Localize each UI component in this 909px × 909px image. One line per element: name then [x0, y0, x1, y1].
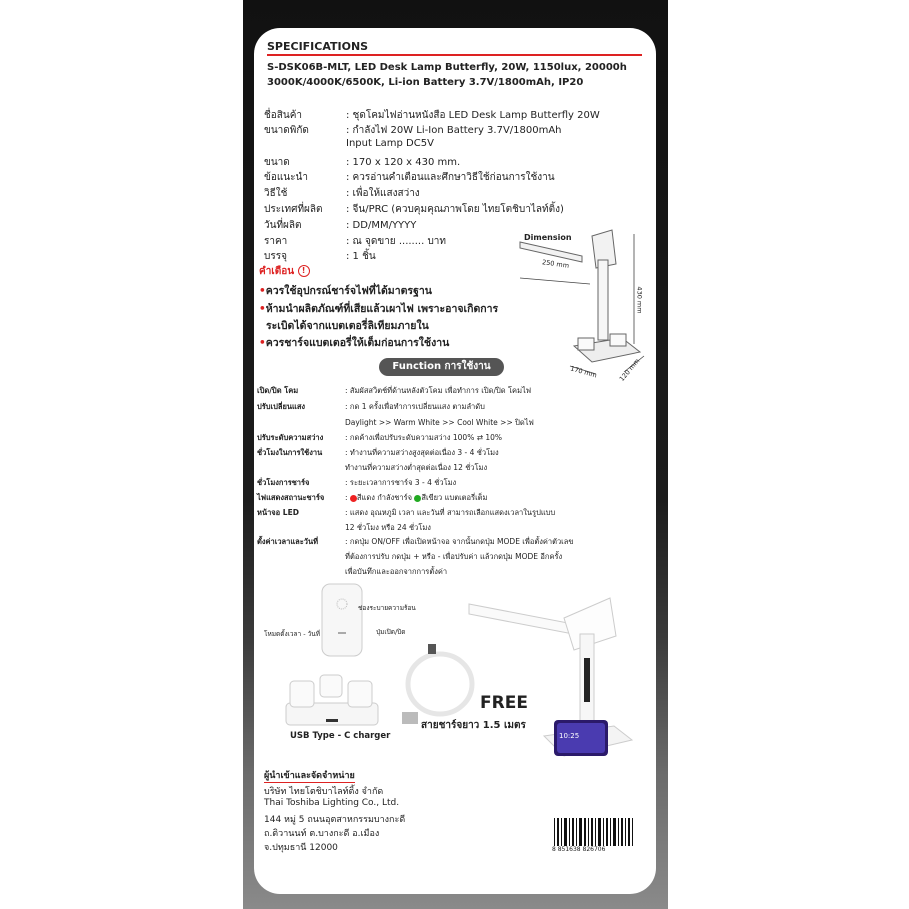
warning-item: •ห้ามนำผลิตภัณฑ์ที่เสียแล้วเผาไฟ เพราะอาจเกิดการ	[259, 303, 499, 315]
warning-item: •ควรชาร์จแบตเตอรี่ให้เต็มก่อนการใช้งาน	[259, 337, 450, 349]
function-row: ชั่วโมงในการใช้งาน : ทำงานที่ความสว่างสูงสุดต่อเนื่อง 3 - 4 ชั่วโมง	[257, 448, 499, 457]
function-row: ตั้งค่าเวลาและวันที่ : กดปุ่ม ON/OFF เพื่อเปิดหน้าจอ จากนั้นกดปุ่ม MODE เพื่อตั้งค่าตัวเลข	[257, 537, 574, 546]
spec-title: SPECIFICATIONS	[267, 40, 369, 53]
lamp-product-image	[464, 588, 634, 763]
function-row: เปิด/ปิด โคม : สัมผัสสวิตช์ที่ด้านหลังตัวโคม เพื่อทำการ เปิด/ปิด โคมไฟ	[257, 386, 532, 395]
cable-length-label: สายชาร์จยาว 1.5 เมตร	[421, 720, 526, 731]
detail-row: Input Lamp DC5V	[346, 138, 434, 149]
function-row: ปรับเปลี่ยนแสง : กด 1 ครั้งเพื่อทำการเปลี่ยนแสง ตามลำดับ	[257, 402, 485, 411]
warning-item-cont: ระเบิดได้จากแบตเตอรี่ลิเทียมภายใน	[266, 320, 429, 332]
vent-label: ช่องระบายความร้อน	[358, 604, 416, 612]
detail-row: ราคา : ณ จุดขาย ........ บาท	[264, 236, 447, 247]
function-row: Daylight >> Warm White >> Cool White >> ปิดไฟ	[345, 418, 534, 427]
mode-label: โหมดตั้งเวลา - วันที่	[264, 630, 321, 638]
warning-title: คำเตือน !	[259, 264, 310, 279]
barcode-image	[554, 818, 634, 846]
importer-line: บริษัท ไทยโตชิบาไลท์ติ้ง จำกัด	[264, 787, 384, 797]
importer-line: จ.ปทุมธานี 12000	[264, 843, 338, 853]
detail-row: บรรจุ : 1 ชิ้น	[264, 251, 376, 262]
lamp-base-image	[282, 673, 382, 729]
detail-row: ขนาด : 170 x 120 x 430 mm.	[264, 157, 461, 168]
importer-title: ผู้นำเข้าและจัดจำหน่าย	[264, 768, 355, 783]
red-dot-icon	[350, 495, 357, 502]
function-title-badge: Function การใช้งาน	[379, 358, 504, 376]
function-row: 12 ชั่วโมง หรือ 24 ชั่วโมง	[345, 523, 431, 532]
function-row: ที่ต้องการปรับ กดปุ่ม + หรือ - เพื่อปรับค่า แล้วกดปุ่ม MODE อีกครั้ง	[345, 552, 563, 561]
detail-row: ขนาดพิกัด : กำลังไฟ 20W Li-Ion Battery 3.7V/1800mAh	[264, 125, 562, 136]
importer-line: 144 หมู่ 5 ถนนอุตสาหกรรมบางกะดี	[264, 815, 406, 825]
function-row: ทำงานที่ความสว่างต่ำสุดต่อเนื่อง 12 ชั่วโมง	[345, 463, 488, 472]
detail-row: วิธีใช้ : เพื่อให้แสงสว่าง	[264, 188, 420, 199]
spec-card	[254, 28, 656, 894]
dimension-length: 250 mm	[541, 258, 570, 270]
function-row: เพื่อบันทึกและออกจากการตั้งค่า	[345, 567, 448, 576]
function-row: ปรับระดับความสว่าง : กดค้างเพื่อปรับระดับความสว่าง 100% ⇄ 10%	[257, 433, 503, 442]
detail-row: ประเทศที่ผลิต : จีน/PRC (ควบคุมคุณภาพโดย ไทยโตชิบาไลท์ติ้ง)	[264, 204, 564, 215]
power-label: ปุ่มเปิด/ปิด	[376, 628, 406, 636]
function-row-charge: ไฟแสดงสถานะชาร์จ : สีแดง กำลังชาร์จ สีเขียว แบตเตอรี่เต็ม	[257, 493, 488, 502]
alert-icon: !	[298, 265, 310, 277]
free-badge: FREE	[480, 693, 528, 713]
dimension-width: 170 mm	[569, 364, 598, 380]
spec-divider	[267, 54, 642, 56]
detail-row: ชื่อสินค้า : ชุดโคมไฟอ่านหนังสือ LED Desk Lamp Butterfly 20W	[264, 110, 600, 121]
model-line-1: S-DSK06B-MLT, LED Desk Lamp Butterfly, 20W, 1150lux, 20000h	[267, 62, 627, 73]
model-line-2: 3000K/4000K/6500K, Li-ion Battery 3.7V/1800mAh, IP20	[267, 77, 584, 88]
barcode-number: 8 851638 826706	[552, 846, 606, 853]
function-row: หน้าจอ LED : แสดง อุณหภูมิ เวลา และวันที่ สามารถเลือกแสดงเวลาในรูปแบบ	[257, 508, 556, 517]
usb-charger-label: USB Type - C charger	[290, 731, 391, 741]
detail-row: ข้อแนะนำ : ควรอ่านคำเตือนและศึกษาวิธีใช้ก่อนการใช้งาน	[264, 172, 555, 183]
detail-row: วันที่ผลิต : DD/MM/YYYY	[264, 220, 417, 231]
dimension-title: Dimension	[524, 233, 572, 242]
dimension-height: 430 mm	[635, 286, 644, 314]
dimension-depth: 120 mm	[617, 357, 642, 383]
warning-item: •ควรใช้อุปกรณ์ชาร์จไฟที่ได้มาตรฐาน	[259, 285, 432, 297]
lamp-head-image	[318, 582, 366, 658]
function-row: ชั่วโมงการชาร์จ : ระยะเวลาการชาร์จ 3 - 4 ชั่วโมง	[257, 478, 457, 487]
importer-line: Thai Toshiba Lighting Co., Ltd.	[264, 798, 400, 808]
phone-time: 10:25	[559, 732, 580, 740]
importer-line: ถ.ติวานนท์ ต.บางกะดี อ.เมือง	[264, 829, 380, 839]
